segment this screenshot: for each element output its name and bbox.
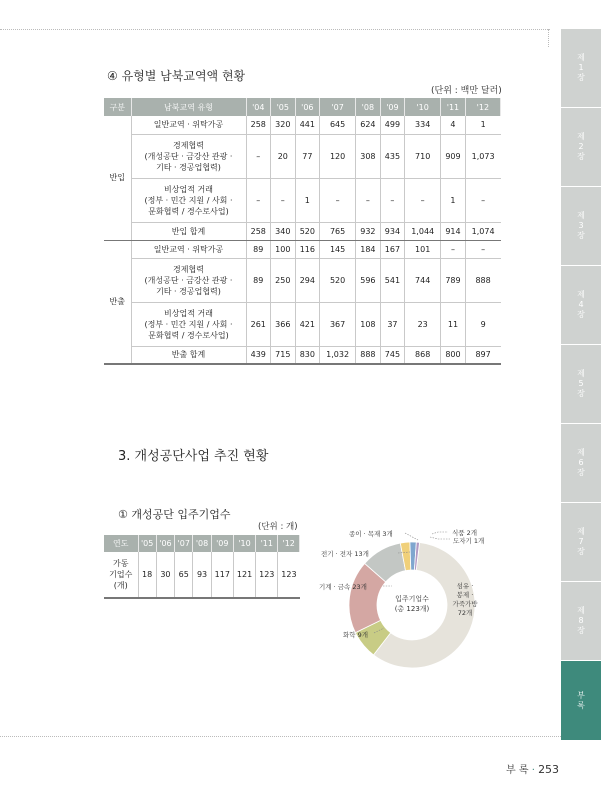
table-cell: 167 [380, 240, 405, 258]
header-year: '11 [256, 535, 278, 552]
row-type: 반출 합계 [131, 346, 246, 364]
table-cell: 909 [441, 134, 466, 178]
tab-chapter-4[interactable]: 제4장 [561, 266, 601, 345]
unit-label-trade: (단위 : 백만 달러) [431, 86, 502, 96]
subsection-title-companies: ① 개성공단 입주기업수 [118, 508, 231, 521]
label-textile-line: 섬유 · [456, 582, 474, 590]
table-cell: 123 [256, 552, 278, 598]
table-row [104, 134, 501, 178]
table-cell: 123 [278, 552, 300, 598]
table-cell: 93 [193, 552, 211, 598]
table-cell: 897 [465, 346, 500, 364]
table-cell: – [405, 178, 441, 222]
table-cell: 1,044 [405, 222, 441, 240]
trade-by-type-table [104, 98, 501, 365]
table-cell: 868 [405, 346, 441, 364]
table-cell: 250 [271, 258, 296, 302]
table-row [104, 240, 501, 258]
unit-label-companies: (단위 : 개) [258, 522, 298, 532]
table-cell: 366 [271, 302, 296, 346]
table-header-row [104, 535, 300, 552]
table-row [104, 222, 501, 240]
table-cell: 1 [441, 178, 466, 222]
header-type: 남북교역 유형 [131, 98, 246, 116]
table-cell: 800 [441, 346, 466, 364]
label-textile-line: 72개 [457, 609, 473, 617]
table-cell: 308 [356, 134, 381, 178]
tab-chapter-8[interactable]: 제8장 [561, 582, 601, 661]
table-cell: 320 [271, 116, 296, 134]
table-cell: 117 [211, 552, 233, 598]
header-year: '04 [246, 98, 271, 116]
header-year: '08 [193, 535, 211, 552]
table-cell: 745 [380, 346, 405, 364]
header-year: '08 [356, 98, 381, 116]
row-category: 반출 [104, 240, 131, 364]
table-cell: 932 [356, 222, 381, 240]
header-year-label: 연도 [104, 535, 138, 552]
row-type: 경제협력 (개성공단 · 금강산 관광 · 기타 · 경공업협력) [131, 134, 246, 178]
top-dotted-rule [0, 29, 550, 30]
leader-ceramic [430, 537, 450, 539]
table-cell: 596 [356, 258, 381, 302]
table-cell: – [465, 240, 500, 258]
table-cell: 520 [320, 258, 356, 302]
table-cell: 30 [156, 552, 174, 598]
table-cell: 261 [246, 302, 271, 346]
table-cell: 340 [271, 222, 296, 240]
table-cell: – [380, 178, 405, 222]
footer-label: 부 록 [506, 765, 529, 776]
header-year: '05 [271, 98, 296, 116]
section-title-kaesong: 3. 개성공단사업 추진 현황 [118, 449, 269, 464]
table-row [104, 258, 501, 302]
table-row [104, 116, 501, 134]
table-row [104, 178, 501, 222]
table-cell: 100 [271, 240, 296, 258]
table-cell: 715 [271, 346, 296, 364]
header-category: 구분 [104, 98, 131, 116]
table-cell: – [320, 178, 356, 222]
table-cell: 1,073 [465, 134, 500, 178]
header-year: '12 [278, 535, 300, 552]
table-cell: 65 [175, 552, 193, 598]
table-cell: – [271, 178, 296, 222]
header-year: '11 [441, 98, 466, 116]
label-textile-line: 봉제 · [456, 591, 474, 599]
table-cell: 258 [246, 222, 271, 240]
header-year: '07 [175, 535, 193, 552]
header-year: '10 [233, 535, 255, 552]
tab-chapter-6[interactable]: 제6장 [561, 424, 601, 503]
table-cell: 541 [380, 258, 405, 302]
table-cell: 1,074 [465, 222, 500, 240]
header-year: '06 [295, 98, 320, 116]
table-cell: 934 [380, 222, 405, 240]
footer-dot: · [531, 765, 535, 776]
table-cell: 744 [405, 258, 441, 302]
table-cell: – [465, 178, 500, 222]
label-paper: 종이 · 목재 3개 [349, 530, 393, 538]
row-label: 가동 기업수 (개) [104, 552, 138, 598]
row-category: 반입 [104, 116, 131, 240]
table-cell: 624 [356, 116, 381, 134]
table-cell: – [356, 178, 381, 222]
header-year: '09 [211, 535, 233, 552]
table-cell: 520 [295, 222, 320, 240]
table-cell: 888 [465, 258, 500, 302]
table-cell: – [246, 134, 271, 178]
label-textile-line: 가죽가방 [452, 600, 478, 608]
table-cell: 421 [295, 302, 320, 346]
header-year: '07 [320, 98, 356, 116]
table-cell: 499 [380, 116, 405, 134]
company-count-table [104, 535, 300, 599]
table-cell: 439 [246, 346, 271, 364]
table-cell: 37 [380, 302, 405, 346]
table-cell: 9 [465, 302, 500, 346]
label-elec: 전기 · 전자 13개 [321, 550, 369, 558]
row-type: 비상업적 거래 (정부 · 민간 지원 / 사회 · 문화협력 / 경수로사업) [131, 302, 246, 346]
top-dotted-corner [548, 29, 549, 47]
tab-chapter-1[interactable]: 제1장 [561, 29, 601, 108]
table-cell: 108 [356, 302, 381, 346]
table-cell: 23 [405, 302, 441, 346]
table-header-row [104, 98, 501, 116]
table-cell: 116 [295, 240, 320, 258]
table-cell: 1 [465, 116, 500, 134]
label-machine: 기계 · 금속 23개 [319, 583, 367, 591]
leader-food [432, 532, 448, 534]
tab-chapter-2[interactable]: 제2장 [561, 108, 601, 187]
table-cell: – [246, 178, 271, 222]
bottom-dotted-rule [0, 736, 601, 737]
table-cell: 258 [246, 116, 271, 134]
table-row [104, 302, 501, 346]
table-cell: 830 [295, 346, 320, 364]
donut-center-label-line1: 입주기업수 [395, 595, 429, 603]
table-cell: 184 [356, 240, 381, 258]
table-cell: 334 [405, 116, 441, 134]
table-cell: 121 [233, 552, 255, 598]
table-cell: 4 [441, 116, 466, 134]
header-year: '10 [405, 98, 441, 116]
table-cell: 145 [320, 240, 356, 258]
table-row [104, 552, 300, 598]
industry-donut-chart [312, 520, 512, 670]
header-year: '12 [465, 98, 500, 116]
table-row [104, 346, 501, 364]
label-chem: 화학 9개 [343, 631, 369, 639]
table-cell: 101 [405, 240, 441, 258]
table-cell: 89 [246, 258, 271, 302]
table-cell: – [441, 240, 466, 258]
table-cell: 77 [295, 134, 320, 178]
row-type: 일반교역 · 위탁가공 [131, 240, 246, 258]
tab-chapter-7[interactable]: 제7장 [561, 503, 601, 582]
table-cell: 20 [271, 134, 296, 178]
tab-chapter-3[interactable]: 제3장 [561, 187, 601, 266]
table-cell: 441 [295, 116, 320, 134]
row-type: 반입 합계 [131, 222, 246, 240]
table-cell: 645 [320, 116, 356, 134]
page-number: 253 [538, 763, 560, 776]
table-cell: 89 [246, 240, 271, 258]
label-food: 식품 2개 [452, 529, 478, 537]
header-year: '06 [156, 535, 174, 552]
table-cell: 18 [138, 552, 156, 598]
table-cell: 914 [441, 222, 466, 240]
table-cell: 710 [405, 134, 441, 178]
table-cell: 1 [295, 178, 320, 222]
page-footer [506, 761, 559, 776]
header-year: '09 [380, 98, 405, 116]
table-cell: 367 [320, 302, 356, 346]
table-cell: 11 [441, 302, 466, 346]
table-cell: 120 [320, 134, 356, 178]
table-cell: 765 [320, 222, 356, 240]
chapter-tabs [561, 29, 601, 741]
table-cell: 789 [441, 258, 466, 302]
donut-center-label-line2: (총 123개) [394, 605, 430, 613]
row-type: 일반교역 · 위탁가공 [131, 116, 246, 134]
section-title-trade-by-type: ④ 유형별 남북교역액 현황 [107, 69, 246, 83]
header-year: '05 [138, 535, 156, 552]
row-type: 비상업적 거래 (정부 · 민간 지원 / 사회 · 문화협력 / 경수로사업) [131, 178, 246, 222]
label-ceramic: 도자기 1개 [453, 537, 485, 545]
row-type: 경제협력 (개성공단 · 금강산 관광 · 기타 · 경공업협력) [131, 258, 246, 302]
tab-chapter-5[interactable]: 제5장 [561, 345, 601, 424]
leader-paper [405, 533, 418, 540]
tab-appendix[interactable]: 부록 [561, 661, 601, 741]
table-cell: 435 [380, 134, 405, 178]
table-cell: 294 [295, 258, 320, 302]
table-cell: 1,032 [320, 346, 356, 364]
table-cell: 888 [356, 346, 381, 364]
